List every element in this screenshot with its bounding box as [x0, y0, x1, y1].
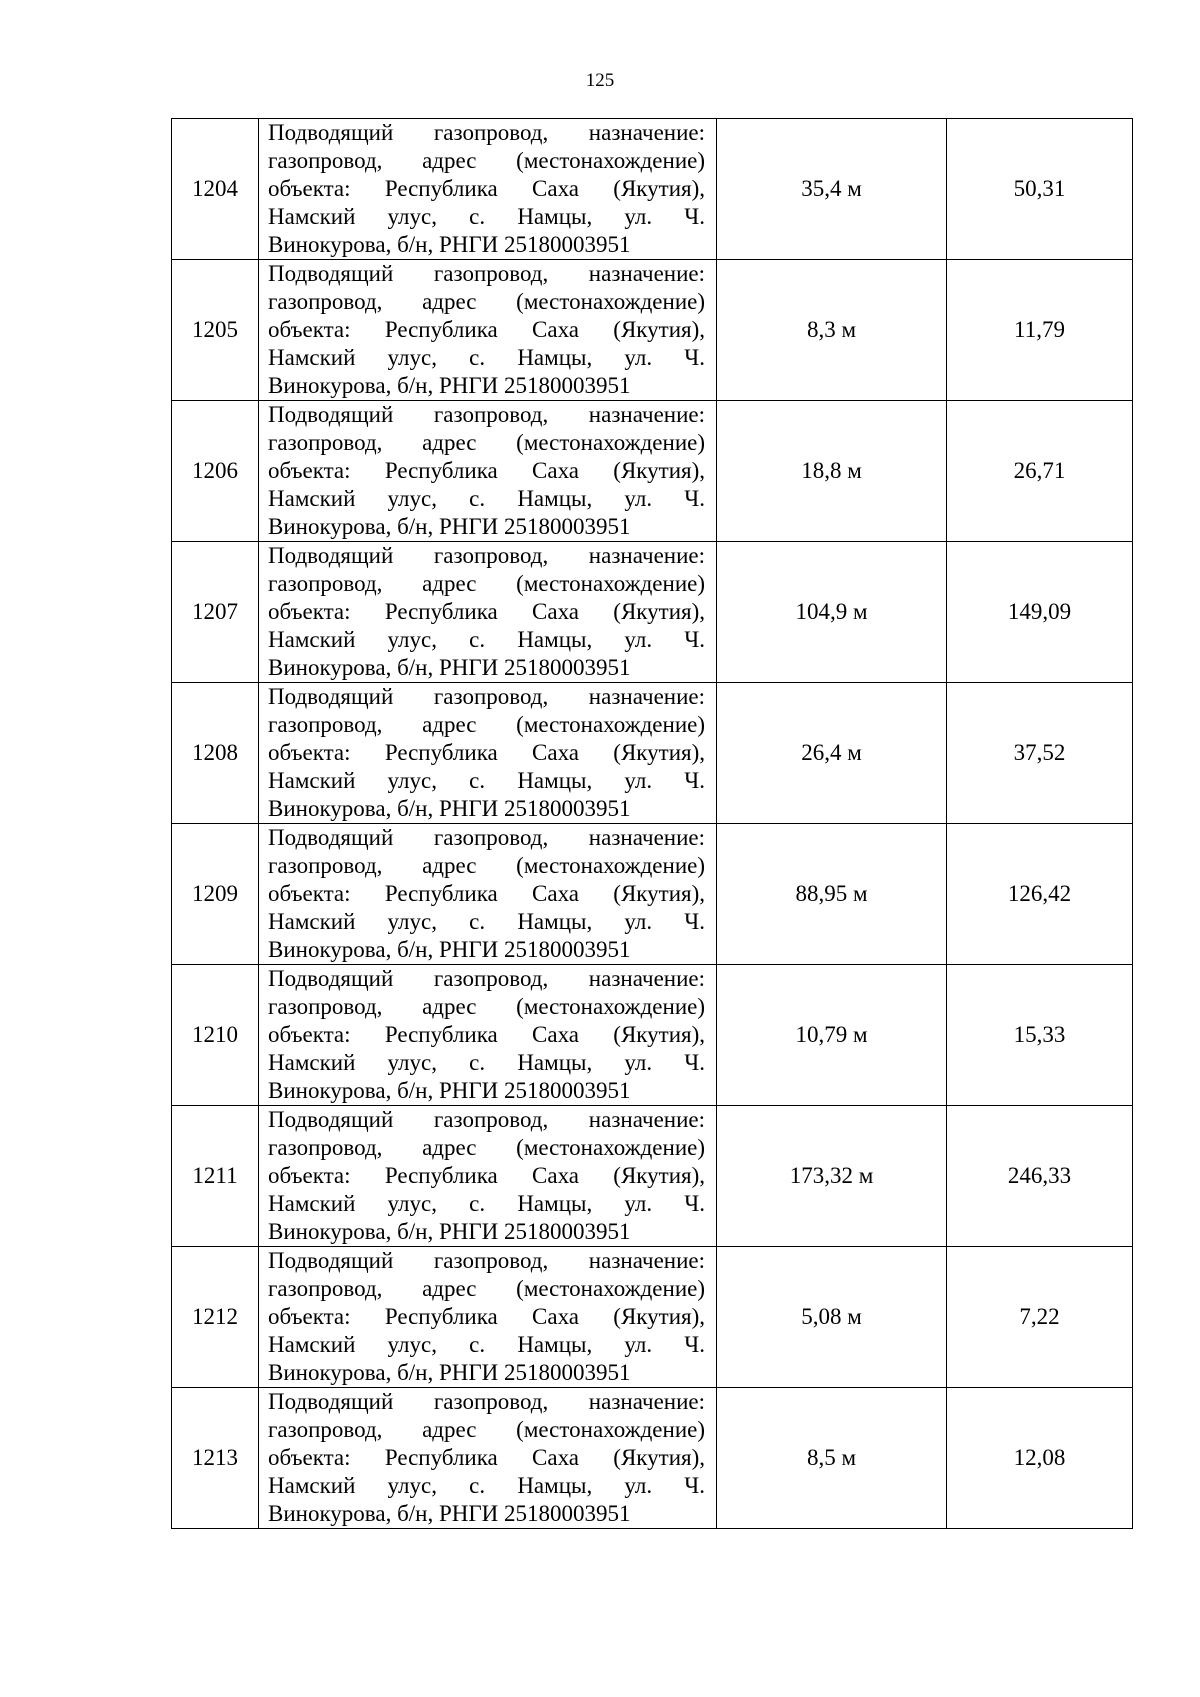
object-value: 7,22	[947, 1247, 1133, 1388]
row-number: 1205	[172, 260, 259, 401]
description-line: объекта: Республика Саха (Якутия),	[268, 1445, 705, 1470]
object-length: 8,5 м	[717, 1388, 947, 1529]
description-line: Намский улус, с. Намцы, ул. Ч.	[268, 1473, 705, 1498]
row-number: 1208	[172, 683, 259, 824]
row-number: 1213	[172, 1388, 259, 1529]
object-description	[259, 1247, 717, 1388]
description-line: Подводящий газопровод, назначение:	[268, 402, 705, 427]
description-line: Винокурова, б/н, РНГИ 25180003951	[268, 1360, 631, 1385]
object-value: 149,09	[947, 542, 1133, 683]
object-length: 5,08 м	[717, 1247, 947, 1388]
description-line: Намский улус, с. Намцы, ул. Ч.	[268, 768, 705, 793]
description-line: газопровод, адрес (местонахождение)	[268, 289, 705, 314]
description-line: Винокурова, б/н, РНГИ 25180003951	[268, 655, 631, 680]
object-description	[259, 683, 717, 824]
property-table-body	[172, 119, 1133, 1529]
row-number: 1211	[172, 1106, 259, 1247]
page-number: 125	[585, 70, 615, 91]
description-line: объекта: Республика Саха (Якутия),	[268, 317, 705, 342]
row-number: 1206	[172, 401, 259, 542]
table-row	[172, 260, 1133, 401]
object-description	[259, 1106, 717, 1247]
description-line: газопровод, адрес (местонахождение)	[268, 148, 705, 173]
object-description	[259, 824, 717, 965]
description-line: объекта: Республика Саха (Якутия),	[268, 740, 705, 765]
description-line: Подводящий газопровод, назначение:	[268, 825, 705, 850]
object-description	[259, 542, 717, 683]
description-line: Намский улус, с. Намцы, ул. Ч.	[268, 1191, 705, 1216]
object-value: 26,71	[947, 401, 1133, 542]
object-description	[259, 260, 717, 401]
object-length: 88,95 м	[717, 824, 947, 965]
description-line: Намский улус, с. Намцы, ул. Ч.	[268, 1050, 705, 1075]
object-value: 11,79	[947, 260, 1133, 401]
description-line: Подводящий газопровод, назначение:	[268, 543, 705, 568]
description-line: газопровод, адрес (местонахождение)	[268, 1135, 705, 1160]
object-description	[259, 119, 717, 260]
table-row	[172, 1247, 1133, 1388]
description-line: объекта: Республика Саха (Якутия),	[268, 176, 705, 201]
description-line: объекта: Республика Саха (Якутия),	[268, 1022, 705, 1047]
table-row	[172, 401, 1133, 542]
table-row	[172, 119, 1133, 260]
table-row	[172, 1388, 1133, 1529]
description-line: объекта: Республика Саха (Якутия),	[268, 599, 705, 624]
row-number: 1207	[172, 542, 259, 683]
object-description	[259, 1388, 717, 1529]
description-line: Подводящий газопровод, назначение:	[268, 1107, 705, 1132]
description-line: газопровод, адрес (местонахождение)	[268, 712, 705, 737]
description-line: Намский улус, с. Намцы, ул. Ч.	[268, 486, 705, 511]
description-line: газопровод, адрес (местонахождение)	[268, 1276, 705, 1301]
description-line: Винокурова, б/н, РНГИ 25180003951	[268, 514, 631, 539]
object-length: 8,3 м	[717, 260, 947, 401]
object-value: 246,33	[947, 1106, 1133, 1247]
description-line: Подводящий газопровод, назначение:	[268, 684, 705, 709]
property-table	[171, 118, 1133, 1529]
description-line: Винокурова, б/н, РНГИ 25180003951	[268, 1078, 631, 1103]
row-number: 1204	[172, 119, 259, 260]
description-line: газопровод, адрес (местонахождение)	[268, 1417, 705, 1442]
description-line: объекта: Республика Саха (Якутия),	[268, 881, 705, 906]
row-number: 1210	[172, 965, 259, 1106]
description-line: Намский улус, с. Намцы, ул. Ч.	[268, 627, 705, 652]
description-line: объекта: Республика Саха (Якутия),	[268, 1163, 705, 1188]
description-line: газопровод, адрес (местонахождение)	[268, 430, 705, 455]
description-line: Намский улус, с. Намцы, ул. Ч.	[268, 909, 705, 934]
description-line: Намский улус, с. Намцы, ул. Ч.	[268, 204, 705, 229]
description-line: Подводящий газопровод, назначение:	[268, 1248, 705, 1273]
description-line: Винокурова, б/н, РНГИ 25180003951	[268, 796, 631, 821]
row-number: 1209	[172, 824, 259, 965]
description-line: Винокурова, б/н, РНГИ 25180003951	[268, 937, 631, 962]
description-line: Подводящий газопровод, назначение:	[268, 966, 705, 991]
description-line: Винокурова, б/н, РНГИ 25180003951	[268, 1501, 631, 1526]
table-row	[172, 965, 1133, 1106]
description-line: Винокурова, б/н, РНГИ 25180003951	[268, 1219, 631, 1244]
description-line: Винокурова, б/н, РНГИ 25180003951	[268, 373, 631, 398]
object-value: 15,33	[947, 965, 1133, 1106]
description-line: Подводящий газопровод, назначение:	[268, 120, 705, 145]
description-line: Подводящий газопровод, назначение:	[268, 1389, 705, 1414]
description-line: объекта: Республика Саха (Якутия),	[268, 1304, 705, 1329]
object-length: 35,4 м	[717, 119, 947, 260]
row-number: 1212	[172, 1247, 259, 1388]
description-line: Намский улус, с. Намцы, ул. Ч.	[268, 1332, 705, 1357]
object-length: 104,9 м	[717, 542, 947, 683]
description-line: Намский улус, с. Намцы, ул. Ч.	[268, 345, 705, 370]
object-description	[259, 965, 717, 1106]
table-row	[172, 1106, 1133, 1247]
object-value: 37,52	[947, 683, 1133, 824]
description-line: объекта: Республика Саха (Якутия),	[268, 458, 705, 483]
object-value: 126,42	[947, 824, 1133, 965]
table-row	[172, 683, 1133, 824]
object-value: 12,08	[947, 1388, 1133, 1529]
object-value: 50,31	[947, 119, 1133, 260]
table-row	[172, 542, 1133, 683]
object-description	[259, 401, 717, 542]
description-line: газопровод, адрес (местонахождение)	[268, 853, 705, 878]
description-line: газопровод, адрес (местонахождение)	[268, 571, 705, 596]
object-length: 18,8 м	[717, 401, 947, 542]
description-line: Подводящий газопровод, назначение:	[268, 261, 705, 286]
description-line: газопровод, адрес (местонахождение)	[268, 994, 705, 1019]
table-row	[172, 824, 1133, 965]
object-length: 173,32 м	[717, 1106, 947, 1247]
object-length: 26,4 м	[717, 683, 947, 824]
object-length: 10,79 м	[717, 965, 947, 1106]
description-line: Винокурова, б/н, РНГИ 25180003951	[268, 232, 631, 257]
